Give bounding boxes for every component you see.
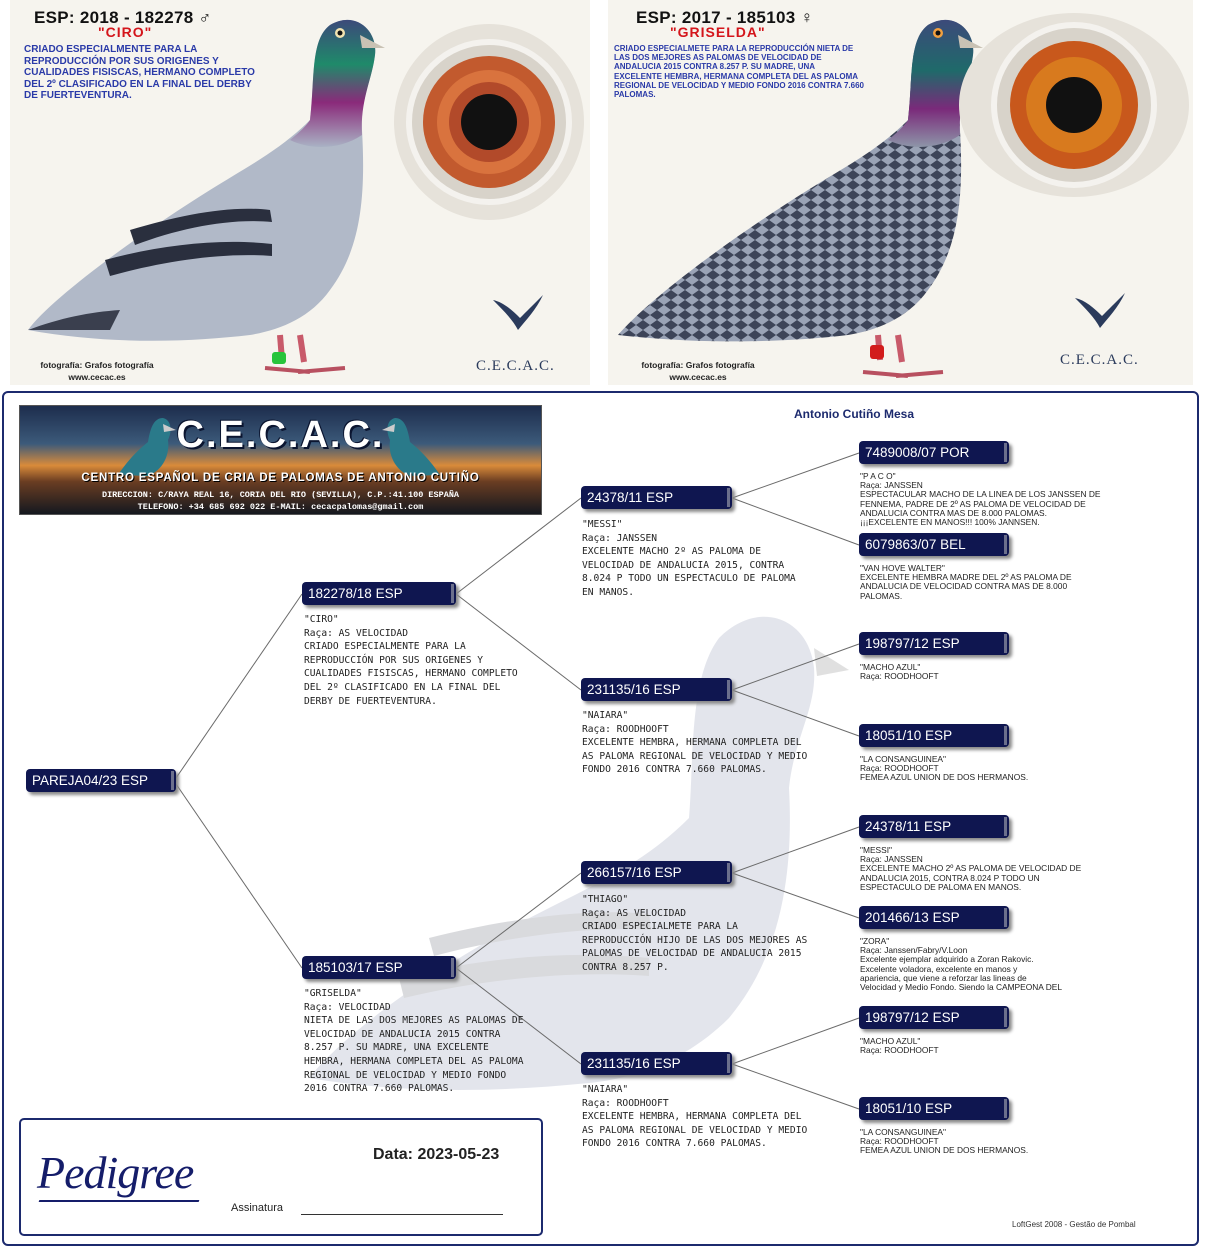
- info-line: "LA CONSANGUINEA": [860, 1127, 946, 1137]
- info-line: Raça: ROODHOOFT: [860, 671, 939, 682]
- eye-photo-ciro: [392, 22, 587, 222]
- info-sire-dam: [582, 709, 852, 777]
- info-line: DEL 2º CLASIFICADO EN LA FINAL DEL: [304, 681, 501, 693]
- info-line: Velocidad y Medio Fondo. Siendo la CAMPEONA DEL: [860, 982, 1063, 993]
- card-pigeon-name: "CIRO": [98, 24, 153, 40]
- node-dds[interactable]: 198797/12 ESP: [859, 1006, 1009, 1029]
- info-line: ANDALUCIA DE VELOCIDAD CONTRA MAS DE 8.000: [860, 581, 1068, 592]
- photo-card-griselda: [608, 0, 1193, 385]
- info-line: AS PALOMA REGIONAL DE VELOCIDAD Y MEDIO: [582, 1124, 808, 1136]
- info-line: VELOCIDAD DE ANDALUCIA 2015 CONTRA: [304, 1028, 501, 1040]
- info-sdd: [860, 755, 1120, 783]
- card-logo-text: C.E.C.A.C.: [476, 358, 555, 374]
- info-line: apariencia, que viene a reforzar las lineas de: [860, 972, 1027, 983]
- card-description: CRIADO ESPECIALMETE PARA LA REPRODUCCIÓN NIETA DE LAS DOS MEJORES AS PALOMAS DE VELOCIDAD DE ANDALUCIA 2015 CONTRA 8.257 P. SU MADRE, UNA EXCELENTE HEMBRA, HERMANA COMPLETA DEL AS PALOMA REGIONAL DE VELOCIDAD Y MEDIO FONDO 2016 CONTRA 7.660 PALOMAS.: [614, 44, 864, 99]
- credit-website[interactable]: www.cecac.es: [68, 371, 126, 382]
- info-line: "CIRO": [304, 614, 339, 625]
- info-line: PALOMAS.: [860, 590, 903, 601]
- info-line: Excelente ejemplar adquirido a Zoran Rakovic.: [860, 954, 1034, 965]
- info-dss: [860, 846, 1120, 892]
- info-line: "MACHO AZUL": [860, 1036, 921, 1046]
- info-line: FEMEA AZUL UNION DE DOS HERMANOS.: [860, 1145, 1029, 1156]
- info-line: CRIADO ESPECIALMETE PARA LA: [582, 921, 738, 933]
- info-line: 8.257 P. SU MADRE, UNA EXCELENTE: [304, 1042, 489, 1054]
- info-line: Raça: AS VELOCIDAD: [582, 907, 686, 919]
- info-line: 2016 CONTRA 7.660 PALOMAS.: [304, 1083, 455, 1095]
- banner-contact: TELEFONO: +34 685 692 022 E-MAIL: cecacpalomas@gmail.com: [137, 502, 424, 512]
- info-line: REPRODUCCIÓN POR SUS ORIGENES Y: [304, 654, 484, 666]
- info-dam-sire: [582, 893, 852, 975]
- info-line: Raça: ROODHOOFT: [860, 1045, 939, 1056]
- info-line: Raça: JANSSEN: [582, 532, 658, 544]
- card-photo-credit: [32, 360, 162, 383]
- info-line: FENNEMA, PADRE DE 2º AS PALOMA DE VELOCIDAD DE: [860, 498, 1086, 509]
- info-line: "MACHO AZUL": [860, 662, 921, 672]
- info-dam-dam: [582, 1083, 852, 1151]
- info-line: CRIADO ESPECIALMENTE PARA LA: [304, 641, 466, 653]
- info-line: "THIAGO": [582, 894, 629, 905]
- info-line: Raça: ROODHOOFT: [860, 763, 939, 774]
- info-line: Raça: ROODHOOFT: [582, 1097, 669, 1109]
- info-line: FONDO 2016 CONTRA 7.660 PALOMAS.: [582, 764, 767, 776]
- signature-label: Assinatura: [231, 1202, 283, 1214]
- pigeon-photo-griselda: [608, 0, 1008, 385]
- info-line: "NAIARA": [582, 1084, 629, 1095]
- dove-logo-icon: [1070, 288, 1130, 338]
- info-line: EXCELENTE MACHO 2º AS PALOMA DE VELOCIDAD DE: [860, 863, 1082, 874]
- software-credit: LoftGest 2008 - Gestão de Pombal: [1012, 1220, 1136, 1229]
- pedigree-date: Data: 2023-05-23: [373, 1146, 500, 1163]
- info-line: Raça: AS VELOCIDAD: [304, 627, 408, 639]
- info-line: "LA CONSANGUINEA": [860, 754, 946, 764]
- node-dsd[interactable]: 201466/13 ESP: [859, 906, 1009, 929]
- info-line: DERBY DE FUERTEVENTURA.: [304, 695, 437, 707]
- pedigree-sheet: [2, 391, 1199, 1246]
- info-line: Excelente voladora, excelente en manos y: [860, 963, 1018, 974]
- credit-text: fotografía: Grafos fotografía: [40, 360, 154, 371]
- info-line: EXCELENTE HEMBRA, HERMANA COMPLETA DEL: [582, 737, 802, 749]
- photo-card-ciro: [10, 0, 590, 385]
- banner-subtitle: CENTRO ESPAÑOL DE CRIA DE PALOMAS DE ANTONIO CUTIÑO: [81, 472, 480, 484]
- info-line: FEMEA AZUL UNION DE DOS HERMANOS.: [860, 772, 1029, 783]
- info-line: Raça: ROODHOOFT: [860, 1136, 939, 1147]
- node-sdd[interactable]: 18051/10 ESP: [859, 724, 1009, 747]
- info-ssd: [860, 564, 1120, 601]
- info-line: EXCELENTE HEMBRA MADRE DEL 2º AS PALOMA DE: [860, 572, 1072, 583]
- info-line: REGIONAL DE VELOCIDAD Y MEDIO FONDO: [304, 1069, 507, 1081]
- credit-text: fotografía: Grafos fotografía: [641, 360, 755, 371]
- info-line: "MESSI": [582, 519, 623, 530]
- info-line: Raça: JANSSEN: [860, 480, 923, 491]
- banner-address: DIRECCION: C/RAYA REAL 16, CORIA DEL RIO (SEVILLA), C.P.:41.100 ESPAÑA: [101, 490, 460, 500]
- card-description: CRIADO ESPECIALMENTE PARA LA REPRODUCCIÓN POR SUS ORIGENES Y CUALIDADES FISISCAS, HERMANO COMPLETO DEL 2º CLASIFICADO EN LA FINAL DEL DERBY DE FUERTEVENTURA.: [24, 44, 255, 101]
- node-dss[interactable]: 24378/11 ESP: [859, 815, 1009, 838]
- node-dam-sire[interactable]: 266157/16 ESP: [581, 861, 732, 884]
- node-sire-dam[interactable]: 231135/16 ESP: [581, 678, 732, 701]
- info-line: "NAIARA": [582, 710, 629, 721]
- node-dam[interactable]: 185103/17 ESP: [302, 956, 456, 979]
- info-line: AS PALOMA REGIONAL DE VELOCIDAD Y MEDIO: [582, 750, 808, 762]
- info-line: EXCELENTE MACHO 2º AS PALOMA DE: [582, 546, 762, 558]
- info-line: EN MANOS.: [582, 586, 634, 598]
- info-line: PALOMAS DE VELOCIDAD DE ANDALUCIA 2015: [582, 948, 802, 960]
- info-line: Raça: VELOCIDAD: [304, 1001, 391, 1013]
- info-line: "MESSI": [860, 845, 893, 855]
- info-line: ANDALUCIA CONTRA MAS DE 8.000 PALOMAS.: [860, 507, 1047, 518]
- info-line: Raça: Janssen/Fabry/V.Loon: [860, 945, 968, 956]
- info-line: "VAN HOVE WALTER": [860, 563, 945, 573]
- info-line: ESPECTACULO DE PALOMA EN MANOS.: [860, 881, 1022, 892]
- card-logo-text: C.E.C.A.C.: [1060, 352, 1139, 368]
- info-line: CUALIDADES FISISCAS, HERMANO COMPLETO: [304, 668, 518, 680]
- info-dsd: [860, 937, 1120, 992]
- info-line: "P A C O": [860, 471, 896, 481]
- pedigree-signature-box: [19, 1118, 543, 1236]
- node-dam-dam[interactable]: 231135/16 ESP: [581, 1052, 732, 1075]
- card-ring-number: ESP: 2018 - 182278 ♂: [34, 8, 212, 27]
- info-line: EXCELENTE HEMBRA, HERMANA COMPLETA DEL: [582, 1111, 802, 1123]
- info-sire-sire: [582, 518, 842, 600]
- node-sds[interactable]: 198797/12 ESP: [859, 632, 1009, 655]
- pigeon-photo-ciro: [10, 0, 410, 385]
- card-pigeon-name: "GRISELDA": [670, 24, 766, 40]
- dove-logo-icon: [488, 290, 548, 340]
- card-photo-credit: [628, 360, 768, 383]
- node-ssd[interactable]: 6079863/07 BEL: [859, 533, 1009, 556]
- info-line: "GRISELDA": [304, 988, 362, 999]
- node-root[interactable]: PAREJA04/23 ESP: [26, 769, 176, 792]
- info-line: VELOCIDAD DE ANDALUCIA 2015, CONTRA: [582, 559, 785, 571]
- node-sire-sire[interactable]: 24378/11 ESP: [581, 486, 732, 509]
- pedigree-underline: [39, 1200, 200, 1202]
- banner-title: C.E.C.A.C.: [176, 414, 385, 456]
- info-line: Raça: ROODHOOFT: [582, 723, 669, 735]
- node-sire[interactable]: 182278/18 ESP: [302, 582, 456, 605]
- breeder-name: Antonio Cutiño Mesa: [794, 407, 914, 421]
- info-ddd: [860, 1128, 1120, 1156]
- info-sss: [860, 472, 1120, 527]
- info-line: NIETA DE LAS DOS MEJORES AS PALOMAS DE: [304, 1015, 524, 1027]
- credit-website[interactable]: www.cecac.es: [669, 371, 727, 382]
- card-ring-number: ESP: 2017 - 185103 ♀: [636, 8, 814, 27]
- eye-photo-griselda: [956, 10, 1191, 200]
- info-line: REPRODUCCIÓN HIJO DE LAS DOS MEJORES AS: [582, 934, 808, 946]
- info-sds: [860, 663, 1120, 681]
- pedigree-title: Pedigree: [37, 1147, 194, 1198]
- info-line: ESPECTACULAR MACHO DE LA LINEA DE LOS JANSSEN DE: [860, 489, 1101, 500]
- info-line: HEMBRA, HERMANA COMPLETA DEL AS PALOMA: [304, 1055, 524, 1067]
- cecac-banner: [19, 405, 542, 515]
- info-sire: [304, 613, 564, 708]
- node-ddd[interactable]: 18051/10 ESP: [859, 1097, 1009, 1120]
- info-line: FONDO 2016 CONTRA 7.660 PALOMAS.: [582, 1138, 767, 1150]
- info-line: CONTRA 8.257 P.: [582, 961, 669, 973]
- info-line: ANDALUCIA 2015, CONTRA 8.024 P TODO UN: [860, 872, 1040, 883]
- info-line: ¡¡¡EXCELENTE EN MANOS!!! 100% JANNSEN.: [860, 517, 1040, 528]
- signature-field[interactable]: [301, 1214, 503, 1215]
- info-line: "ZORA": [860, 936, 890, 946]
- node-sss[interactable]: 7489008/07 POR: [859, 441, 1009, 464]
- info-line: Raça: JANSSEN: [860, 854, 923, 865]
- info-dam: [304, 987, 564, 1096]
- info-dds: [860, 1037, 1120, 1055]
- info-line: 8.024 P TODO UN ESPECTACULO DE PALOMA: [582, 573, 796, 585]
